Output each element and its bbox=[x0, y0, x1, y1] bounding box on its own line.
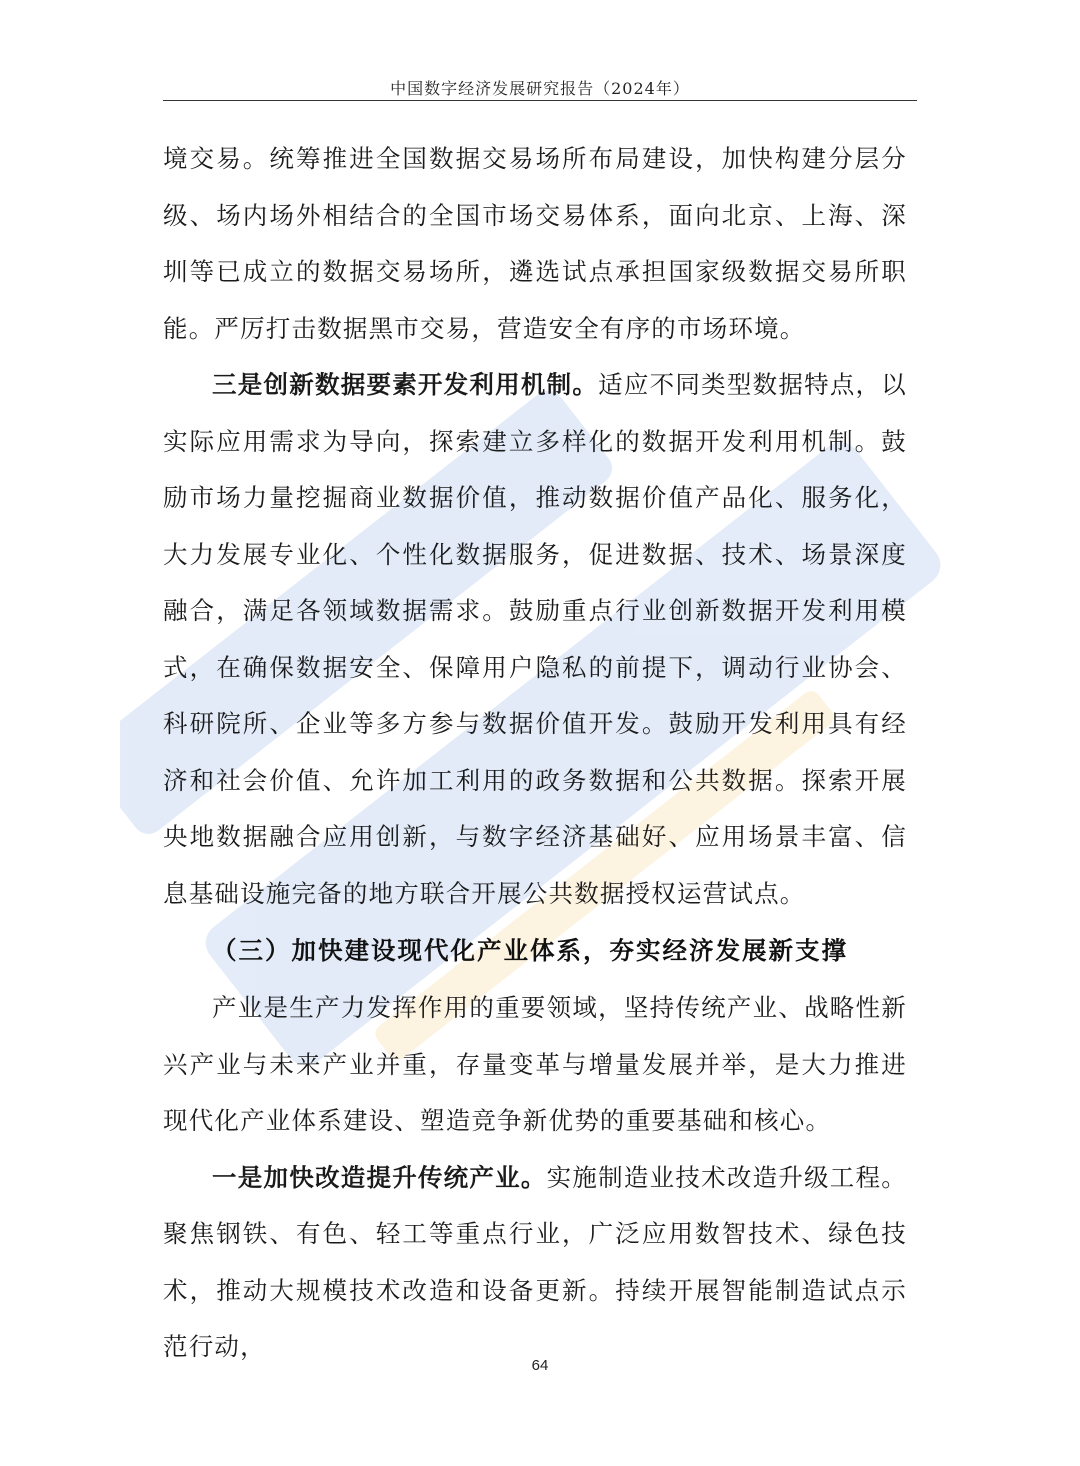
paragraph-text: 境交易。统筹推进全国数据交易场所布局建设，加快构建分层分级、场内场外相结合的全国市场交易体系，面向北京、上海、深圳等已成立的数据交易场所，遴选试点承担国家级数据交易所职能。严厉打击数据黑市交易，营造安全有序的市场环境。 bbox=[163, 144, 907, 343]
paragraph-lead: 三是创新数据要素开发利用机制。 bbox=[212, 370, 599, 399]
page-body bbox=[163, 131, 907, 1376]
header-divider bbox=[163, 100, 917, 101]
paragraph-text: 实施制造业技术改造升级工程。聚焦钢铁、有色、轻工等重点行业，广泛应用数智技术、绿色技术，推动大规模技术改造和设备更新。持续开展智能制造试点示范行动， bbox=[163, 1162, 907, 1361]
page-header-title: 中国数字经济发展研究报告（2024年） bbox=[390, 79, 690, 98]
page-number: 64 bbox=[531, 1357, 549, 1374]
paragraph-text: 适应不同类型数据特点，以实际应用需求为导向，探索建立多样化的数据开发利用机制。鼓励市场力量挖掘商业数据价值，推动数据价值产品化、服务化，大力发展专业化、个性化数据服务，促进数据、技术、场景深度融合，满足各领域数据需求。鼓励重点行业创新数据开发利用模式，在确保数据安全、保障用户隐私的前提下，调动行业协会、科研院所、企业等多方参与数据价值开发。鼓励开发利用具有经济和社会价值、允许加工利用的政务数据和公共数据。探索开展央地数据融合应用创新，与数字经济基础好、应用场景丰富、信息基础设施完备的地方联合开展公共数据授权运营试点。 bbox=[163, 370, 908, 908]
paragraph-industry-intro bbox=[163, 980, 907, 1150]
paragraph-data-utilization bbox=[163, 357, 907, 922]
paragraph-traditional-industry bbox=[163, 1150, 907, 1376]
paragraph-continuation bbox=[163, 131, 907, 357]
paragraph-text: 产业是生产力发挥作用的重要领域，坚持传统产业、战略性新兴产业与未来产业并重，存量变革与增量发展并举，是大力推进现代化产业体系建设、塑造竞争新优势的重要基础和核心。 bbox=[163, 993, 907, 1135]
section-heading: （三）加快建设现代化产业体系，夯实经济发展新支撑 bbox=[212, 936, 848, 965]
paragraph-lead: 一是加快改造提升传统产业。 bbox=[212, 1162, 547, 1192]
